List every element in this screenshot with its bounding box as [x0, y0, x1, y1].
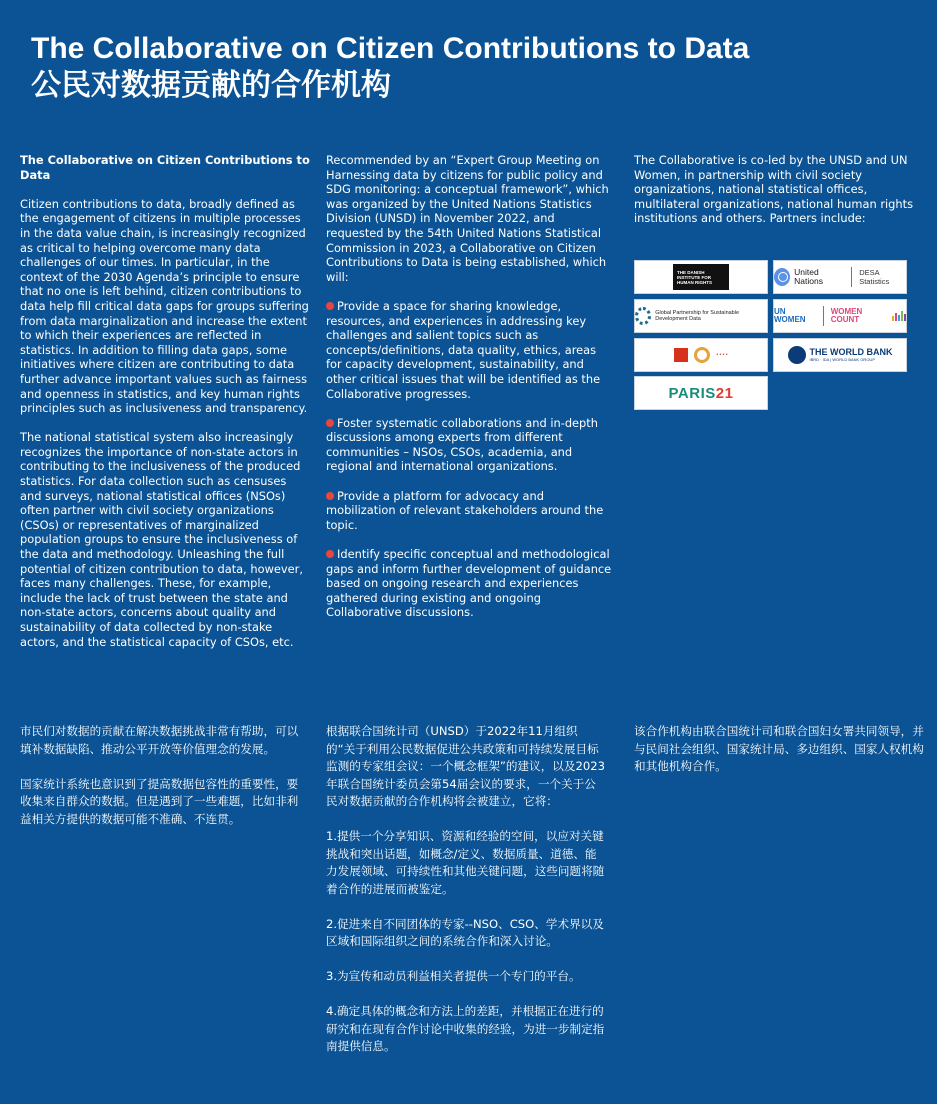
bullet-item — [326, 416, 614, 474]
world-bank-name: THE WORLD BANK — [809, 347, 893, 357]
bullet-item — [326, 547, 614, 620]
zh-paragraph: 该合作机构由联合国统计司和联合国妇女署共同领导，并与民间社会组织、国家统计局、多边组织、国家人权机构和其他机构合作。 — [634, 724, 924, 773]
women-count-name: WOMEN COUNT — [830, 307, 863, 324]
bullet-item — [326, 299, 614, 401]
bullet-text: Foster systematic collaborations and in-depth discussions among experts from different communities – NSOs, CSOs, academia, and regional and international organizations. — [326, 415, 598, 474]
un-name: United Nations — [794, 267, 823, 286]
world-bank-mark — [788, 346, 893, 364]
chinese-column-3 — [634, 723, 924, 793]
un-women-mark — [774, 306, 906, 326]
bullet-dot-icon — [326, 492, 334, 500]
gpsdd-name: Global Partnership for Sustainable Development Data — [655, 310, 740, 322]
chinese-column-2 — [326, 723, 606, 1073]
zh-paragraph: 3.为宣传和动员利益相关者提供一个专门的平台。 — [326, 969, 581, 983]
danish-institute-mark: THE DANISH INSTITUTE FOR HUMAN RIGHTS — [673, 264, 729, 290]
logo-un-desa — [773, 260, 907, 294]
paragraph-national-statistical-system: The national statistical system also increasingly recognizes the importance of non-state actors in contributing to the inclusiveness of the produced statistics. For data collection such as censuses and surveys, national statistical offices (NSOs) often partner with civil society organizations (CSOs) or representatives of marginalized population groups to ensure the inclusiveness of the data and methodology. Unleashing the full potential of citizen contribution to data, however, faces many challenges. These, for example, include the lack of trust between the state and non-state actors, concerns about quality and sustainability of data collected by non-stake actors, and the statistical capacity of CSOs, etc. — [20, 430, 303, 649]
bullet-dot-icon — [326, 302, 334, 310]
un-women-name: UN WOMEN — [774, 307, 806, 324]
zh-paragraph: 国家统计系统也意识到了提高数据包容性的重要性，要收集来自群众的数据。但是遇到了一些难题，比如非利益相关方提供的数据可能不准确、不连贯。 — [20, 776, 299, 826]
page-title — [31, 30, 921, 104]
paris21-number: 21 — [715, 384, 734, 402]
zh-paragraph: 根据联合国统计司（UNSD）于2022年11月组织的“关于利用公民数据促进公共政策和可持续发展目标监测的专家组会议：一个概念框架”的建议，以及2023年联合国统计委员会第54届会议的要求，一个关于公民对数据贡献的合作机构将会被建立，它将： — [326, 724, 605, 808]
paris21-mark — [669, 385, 734, 402]
bar-chart-icon — [892, 311, 906, 321]
world-bank-subtitle: IBRD · IDA | WORLD BANK GROUP — [809, 357, 875, 362]
english-column-3 — [634, 153, 916, 241]
bullet-dot-icon — [326, 550, 334, 558]
logo-divider — [851, 267, 852, 287]
logo-un-women — [773, 299, 907, 333]
title-english: The Collaborative on Citizen Contributions to Data — [31, 32, 750, 65]
english-column-1 — [20, 153, 310, 664]
bullet-text: Provide a space for sharing knowledge, resources, and experiences in addressing key challenges and salient topics such as concepts/definitions, data quality, ethics, areas for capacity development, sustainability, and other critical issues that will be identified as the Collaborative progresses. — [326, 298, 601, 401]
dots-icon: • • • • — [716, 352, 728, 358]
zh-paragraph: 2.促进来自不同团体的专家--NSO、CSO、学术界以及区域和国际组织之间的系统合作和深入讨论。 — [326, 916, 604, 948]
bullet-text: Provide a platform for advocacy and mobilization of relevant stakeholders around the topic. — [326, 488, 604, 532]
paragraph-citizen-contributions: Citizen contributions to data, broadly defined as the engagement of citizens in multiple processes in the data value chain, is increasingly recognized as critical to helping overcome many data challenges of our times. In particular, in the context of the 2030 Agenda’s principle to ensure that no one is left behind, citizen contributions to data help fill critical data gaps for groups suffering from data marginalization and increase the extent to which their experiences are reflected in statistics. In addition to filling data gaps, some initiatives where citizen are contributing to data further advance important values such as fairness and openness in statistics, and key human rights principles such as inclusiveness and transparency. — [20, 196, 309, 416]
zh-paragraph: 4.确定具体的概念和方法上的差距，并根据正在进行的研究和在现有合作讨论中收集的经验，为进一步制定指南提供信息。 — [326, 1004, 605, 1053]
world-bank-globe-icon — [788, 346, 806, 364]
un-desa-mark — [774, 267, 906, 287]
partner-red-mark — [674, 347, 727, 363]
logo-world-bank — [773, 338, 907, 372]
logo-danish-institute — [634, 260, 768, 294]
logo-divider — [823, 306, 824, 326]
paragraph-recommendation: Recommended by an “Expert Group Meeting on Harnessing data by citizens for public policy and SDG monitoring: a conceptual framework”, which was organized by the United Nations Statistics Division (UNSD) in November 2022, and requested by the 54th United Nations Statistical Commission in 2023, a Collaborative on Citizen Contributions to Data is being established, which will: — [326, 153, 609, 284]
zh-paragraph: 1.提供一个分享知识、资源和经验的空间，以应对关键挑战和突出话题，如概念/定义、数据质量、道德、能力发展领域、可持续性和其他关键问题，这些问题将随着合作的进展而被鉴定。 — [326, 829, 605, 896]
logo-paris21 — [634, 376, 768, 410]
logo-partner-red — [634, 338, 768, 372]
desa-name: DESA Statistics — [859, 268, 890, 286]
gpsdd-circle-icon — [635, 307, 651, 325]
un-globe-icon — [774, 268, 790, 286]
paragraph-partners: The Collaborative is co-led by the UNSD and UN Women, in partnership with civil society organizations, national statistical offices, multilateral organizations, national human rights institutions and others. Partners include: — [634, 153, 914, 226]
partner-logos — [634, 260, 908, 410]
zh-paragraph: 市民们对数据的贡献在解决数据挑战非常有帮助，可以填补数据缺陷、推动公平开放等价值理念的发展。 — [20, 724, 299, 756]
bullet-text: Identify specific conceptual and methodological gaps and inform further development of guidance based on ongoing research and experiences gathered during existing and ongoing Collaborative discussions. — [326, 547, 612, 620]
chinese-column-1 — [20, 723, 300, 846]
red-square-icon — [674, 348, 688, 362]
logo-global-partnership — [634, 299, 768, 333]
bullet-dot-icon — [326, 419, 334, 427]
bullet-item — [326, 489, 614, 533]
ring-icon — [694, 347, 710, 363]
gpsdd-mark — [635, 307, 767, 325]
english-column-2 — [326, 153, 614, 635]
title-chinese: 公民对数据贡献的合作机构 — [31, 69, 391, 102]
section-subheading: The Collaborative on Citizen Contributions to Data — [20, 153, 310, 182]
paris21-text: PARIS — [668, 384, 716, 402]
